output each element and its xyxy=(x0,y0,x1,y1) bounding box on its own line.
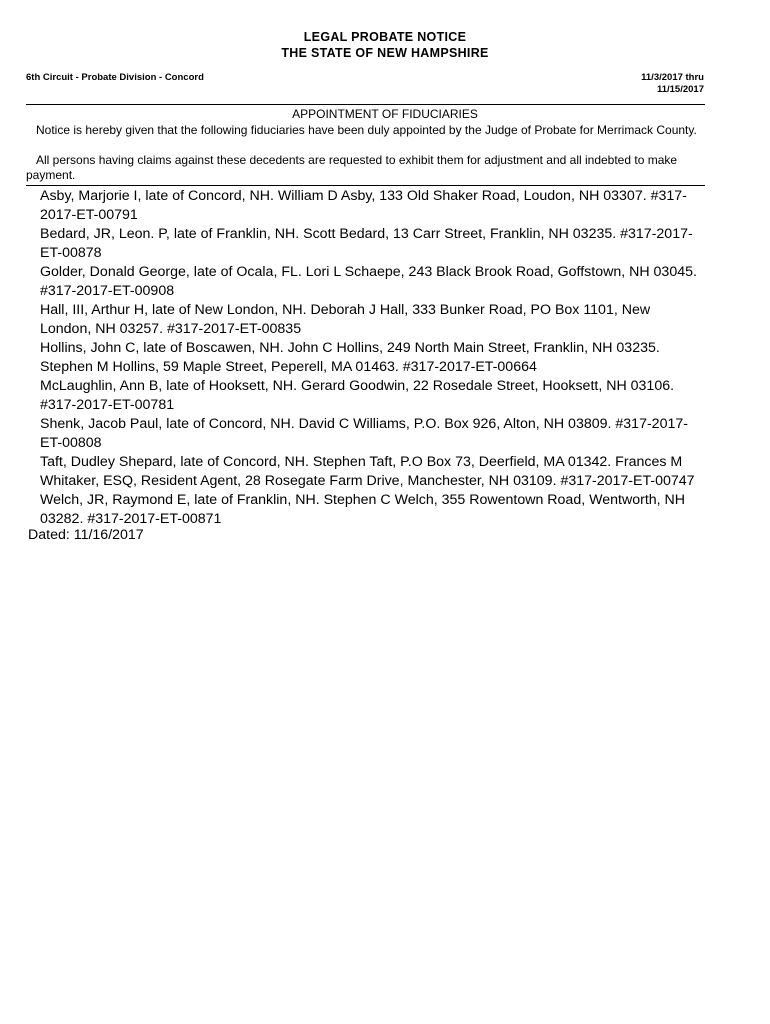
date-range-start: 11/3/2017 thru xyxy=(641,72,704,83)
fiduciary-entry: Golder, Donald George, late of Ocala, FL. Lori L Schaepe, 243 Black Brook Road, Goffstown, NH 03045. #317-2017-ET-00908 xyxy=(40,264,697,299)
date-range xyxy=(641,72,704,96)
fiduciary-list xyxy=(40,187,705,529)
entries-divider xyxy=(26,185,705,186)
fiduciary-entry: Hollins, John C, late of Boscawen, NH. John C Hollins, 249 North Main Street, Franklin, NH 03235. Stephen M Hollins, 59 Maple Street, Peperell, MA 01463. #317-2017-ET-00664 xyxy=(40,340,660,375)
top-divider xyxy=(26,104,705,105)
state-title: THE STATE OF NEW HAMPSHIRE xyxy=(281,46,489,60)
fiduciary-entry: Bedard, JR, Leon. P, late of Franklin, NH. Scott Bedard, 13 Carr Street, Franklin, NH 03235. #317-2017-ET-00878 xyxy=(40,226,693,261)
fiduciary-entry: Shenk, Jacob Paul, late of Concord, NH. David C Williams, P.O. Box 926, Alton, NH 03809. #317-2017-ET-00808 xyxy=(40,416,688,451)
fiduciary-entry: Taft, Dudley Shepard, late of Concord, NH. Stephen Taft, P.O Box 73, Deerfield, MA 01342. Frances M Whitaker, ESQ, Resident Agent, 28 Rosegate Farm Drive, Manchester, NH 03109. #317-2017-ET-00747 xyxy=(40,454,695,489)
fiduciary-entry: Hall, III, Arthur H, late of New London, NH. Deborah J Hall, 333 Bunker Road, PO Box 1101, New London, NH 03257. #317-2017-ET-00835 xyxy=(40,302,651,337)
fiduciary-entry: Asby, Marjorie I, late of Concord, NH. William D Asby, 133 Old Shaker Road, Loudon, NH 03307. #317-2017-ET-00791 xyxy=(40,188,687,223)
claims-paragraph: All persons having claims against these decedents are requested to exhibit them for adjustment and all indebted to make payment. xyxy=(26,153,678,182)
notice-title: LEGAL PROBATE NOTICE xyxy=(303,30,467,44)
section-heading: APPOINTMENT OF FIDUCIARIES xyxy=(292,107,478,121)
notice-paragraph: Notice is hereby given that the following fiduciaries have been duly appointed by the Judge of Probate for Merrimack County. xyxy=(36,123,697,137)
fiduciary-entry: Welch, JR, Raymond E, late of Franklin, NH. Stephen C Welch, 355 Rowentown Road, Wentworth, NH 03282. #317-2017-ET-00871 xyxy=(40,492,686,527)
dated-line: Dated: 11/16/2017 xyxy=(28,527,144,543)
circuit-label: 6th Circuit - Probate Division - Concord xyxy=(26,72,204,83)
fiduciary-entry: McLaughlin, Ann B, late of Hooksett, NH. Gerard Goodwin, 22 Rosedale Street, Hooksett, NH 03106. #317-2017-ET-00781 xyxy=(40,378,675,413)
date-range-end: 11/15/2017 xyxy=(656,84,704,95)
